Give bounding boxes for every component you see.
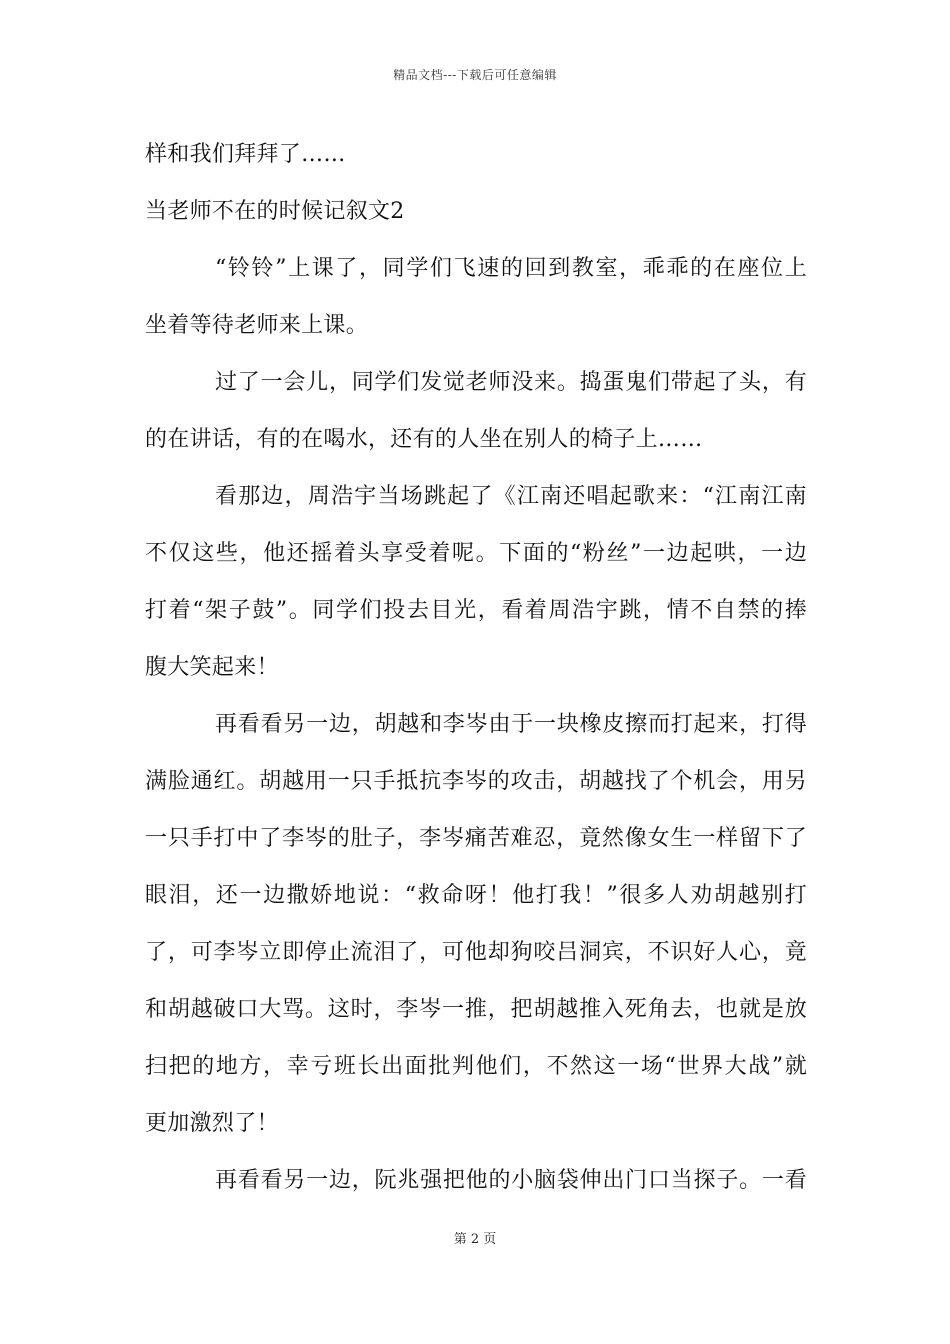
text-line: 眼泪，还一边撒娇地说：“救命呀！他打我！”很多人劝胡越别打 <box>145 883 807 908</box>
text-line: 扫把的地方，幸亏班长出面批判他们，不然这一场“世界大战”就 <box>145 1054 807 1079</box>
text-line: 再看看另一边，阮兆强把他的小脑袋伸出门口当探子。一看 <box>215 1168 807 1193</box>
text-line: 更加激烈了！ <box>145 1111 279 1136</box>
text-line: 再看看另一边，胡越和李岑由于一块橡皮擦而打起来，打得 <box>215 712 807 737</box>
text-line: 坐着等待老师来上课。 <box>145 313 369 338</box>
text-line: 不仅这些，他还摇着头享受着呢。下面的“粉丝”一边起哄，一边 <box>145 541 807 566</box>
text-line: 样和我们拜拜了…… <box>145 142 346 167</box>
page-number: 第 2 页 <box>453 1232 497 1247</box>
text-line: 满脸通红。胡越用一只手抵抗李岑的攻击，胡越找了个机会，用另 <box>145 769 807 794</box>
text-line: 过了一会儿，同学们发觉老师没来。捣蛋鬼们带起了头，有 <box>215 370 807 395</box>
text-line: 腹大笑起来！ <box>145 655 279 680</box>
text-line: “铃铃”上课了，同学们飞速的回到教室，乖乖的在座位上 <box>215 256 807 281</box>
text-line: 了，可李岑立即停止流泪了，可他却狗咬吕洞宾，不识好人心，竟 <box>145 940 807 965</box>
text-line: 看那边，周浩宇当场跳起了《江南还唱起歌来：“江南江南 <box>215 484 807 509</box>
page-header: 精品文档---下载后可任意编辑 <box>393 68 557 82</box>
text-line: 一只手打中了李岑的肚子，李岑痛苦难忍，竟然像女生一样留下了 <box>145 826 807 851</box>
text-line: 和胡越破口大骂。这时，李岑一推，把胡越推入死角去，也就是放 <box>145 997 807 1022</box>
document-body <box>145 126 807 1209</box>
text-line: 的在讲话，有的在喝水，还有的人坐在别人的椅子上…… <box>145 427 703 452</box>
text-line: 打着“架子鼓”。同学们投去目光，看着周浩宇跳，情不自禁的捧 <box>145 598 807 623</box>
section-title: 当老师不在的时候记叙文2 <box>145 199 405 224</box>
